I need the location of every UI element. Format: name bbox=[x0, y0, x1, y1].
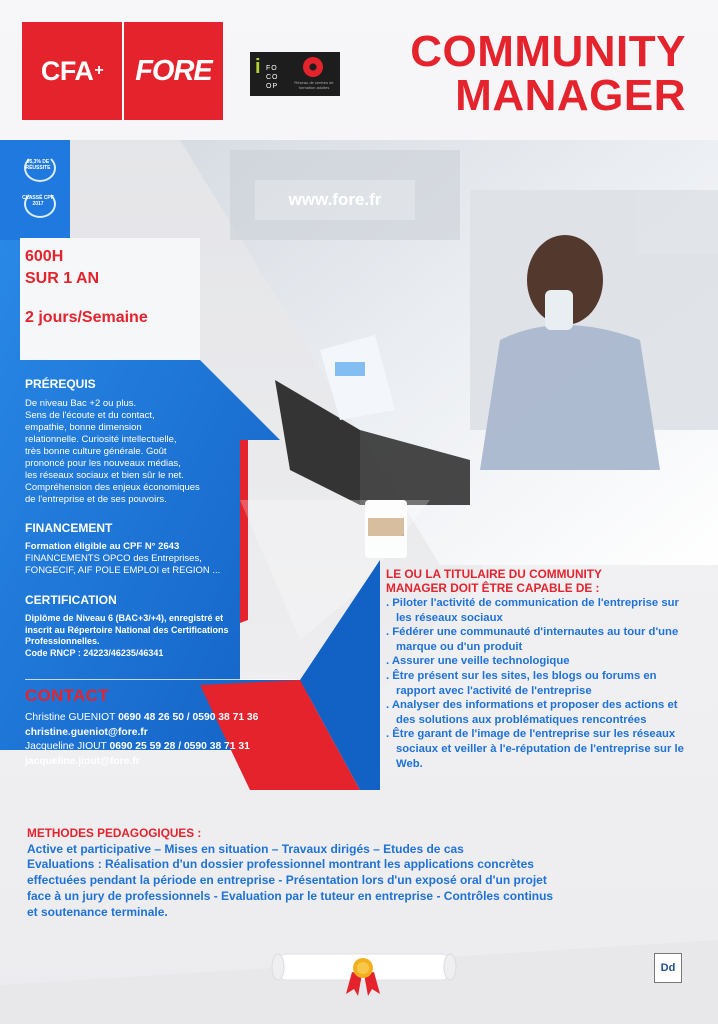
cfa-logo bbox=[22, 22, 122, 120]
financement-line: FINANCEMENTS OPCO des Entreprises, bbox=[25, 553, 202, 564]
laurel-badge-success bbox=[18, 152, 58, 182]
cfa-logo-text: CFA bbox=[40, 55, 94, 86]
methods-title: METHODES PEDAGOGIQUES : bbox=[27, 826, 202, 840]
skill-item: . Être présent sur les sites, les blogs ou forums en rapport avec l'activité de l'entreprise bbox=[386, 669, 657, 697]
skill-item: . Piloter l'activité de communication de l'entreprise sur les réseaux sociaux bbox=[386, 597, 679, 624]
certification-line: inscrit au Répertoire National des Certifications bbox=[25, 624, 229, 635]
page-title bbox=[366, 27, 686, 120]
fore-logo-text: FORE bbox=[135, 54, 212, 87]
prerequis-line: empathie, bonne dimension bbox=[25, 422, 142, 433]
ifocop-subtitle: Réseau de centres de formation adultes bbox=[294, 80, 334, 90]
website-link[interactable]: www.fore.fr bbox=[255, 180, 415, 220]
contact-title: CONTACT bbox=[25, 686, 109, 705]
badge-text: 95,3% DE RÉUSSITE bbox=[25, 159, 51, 171]
program-rhythm: 2 jours/Semaine bbox=[25, 309, 148, 326]
skill-item: . Être garant de l'image de l'entreprise sur les réseaux sociaux et veiller à l'e-réputation de l'entreprise sur le Web. bbox=[386, 728, 684, 770]
prerequis-title: PRÉREQUIS bbox=[25, 377, 96, 391]
contact-person-2 bbox=[25, 740, 315, 755]
methods-line: Active et participative – Mises en situation – Travaux dirigés – Etudes de cas bbox=[27, 841, 464, 856]
skills-title-line: MANAGER DOIT ÊTRE CAPABLE DE : bbox=[386, 580, 600, 595]
rncp-code: Code RNCP : 24223/46235/46341 bbox=[25, 647, 164, 658]
certification-body bbox=[25, 613, 275, 659]
financement-body bbox=[25, 541, 245, 577]
title-line-1: COMMUNITY bbox=[410, 27, 686, 76]
contact-name: Jacqueline JIOUT bbox=[25, 741, 110, 752]
methods-line: et soutenance terminale. bbox=[27, 904, 168, 919]
ifocop-letters: FO CO OP bbox=[266, 65, 279, 90]
methods-line: Evaluations : Réalisation d'un dossier professionnel montrant les applications concrètes bbox=[27, 857, 534, 872]
program-hours bbox=[25, 246, 99, 290]
contact-person-1 bbox=[25, 711, 315, 726]
prerequis-line: Sens de l'écoute et du contact, bbox=[25, 410, 155, 421]
duration-value: SUR 1 AN bbox=[25, 270, 100, 287]
datadock-logo: Dd bbox=[654, 953, 682, 983]
cfa-logo-plus: + bbox=[94, 62, 104, 79]
cpf-eligibility: Formation éligible au CPF N° 2643 bbox=[25, 541, 180, 552]
methods-line: effectuées pendant la période en entreprise - Présentation lors d'un exposé oral d'un projet bbox=[27, 873, 547, 888]
financement-title: FINANCEMENT bbox=[25, 521, 113, 535]
laurel-badge-cpf bbox=[18, 188, 58, 218]
methods-line: face à un jury de professionnels - Evaluation par le tuteur en entreprise - Contrôles continus bbox=[27, 888, 554, 903]
ifocop-logo bbox=[250, 52, 340, 96]
prerequis-line: de l'entreprise et de ses pouvoirs. bbox=[25, 494, 167, 505]
flower-icon bbox=[303, 57, 323, 77]
diploma-scroll-icon bbox=[270, 944, 458, 996]
contact-phone[interactable]: 0690 25 59 28 / 0590 38 71 31 bbox=[109, 741, 250, 752]
contact-email[interactable]: christine.gueniot@fore.fr bbox=[25, 726, 148, 738]
fore-logo bbox=[122, 22, 223, 120]
skill-item: . Assurer une veille technologique bbox=[386, 655, 570, 668]
contact-phone[interactable]: 0690 48 26 50 / 0590 38 71 36 bbox=[118, 712, 259, 723]
contact-body bbox=[25, 711, 315, 769]
certification-title: CERTIFICATION bbox=[25, 593, 117, 607]
skills-title bbox=[386, 568, 696, 595]
skills-section bbox=[386, 568, 696, 771]
prerequis-line: prononcé pour les nouveaux médias, bbox=[25, 458, 181, 469]
contact-email[interactable]: jacqueline.jiout@fore.fr bbox=[25, 755, 140, 767]
skills-title-line: LE OU LA TITULAIRE DU COMMUNITY bbox=[386, 567, 602, 581]
prerequis-line: les réseaux sociaux et bien sûr le net. bbox=[25, 470, 184, 481]
prerequis-line: relationnelle. Curiosité intellectuelle, bbox=[25, 434, 177, 445]
prerequis-body bbox=[25, 398, 235, 506]
prerequis-line: très bonne culture générale. Goût bbox=[25, 446, 167, 457]
skill-item: . Analyser des informations et proposer des actions et des solutions aux problématiques rencontrées bbox=[386, 699, 678, 726]
hours-value: 600H bbox=[25, 248, 64, 265]
prerequis-line: Compréhension des enjeux économiques bbox=[25, 482, 200, 493]
ifocop-i: i bbox=[255, 56, 261, 78]
financement-line: FONGECIF, AIF POLE EMPLOI et REGION ... bbox=[25, 565, 221, 576]
badge-text: CLASSÉ CPF 2017 bbox=[22, 195, 54, 207]
skill-item: . Fédérer une communauté d'internautes au tour d'une marque ou d'un produit bbox=[386, 626, 679, 653]
contact-name: Christine GUENIOT bbox=[25, 712, 119, 723]
title-line-2: MANAGER bbox=[455, 71, 686, 120]
divider bbox=[25, 679, 297, 680]
methods-section bbox=[27, 826, 677, 920]
prerequis-line: De niveau Bac +2 ou plus. bbox=[25, 398, 137, 409]
certification-line: Professionnelles. bbox=[25, 636, 100, 646]
certification-line: Diplôme de Niveau 6 (BAC+3/+4), enregistré et bbox=[25, 613, 224, 623]
